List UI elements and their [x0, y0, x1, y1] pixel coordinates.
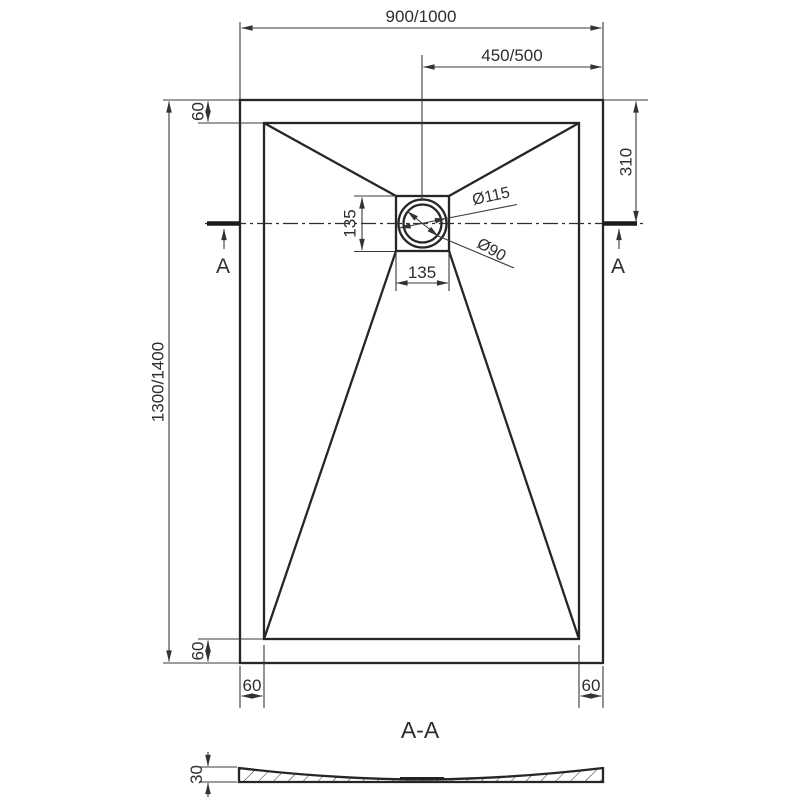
dim-rim-right: 60 [581, 676, 601, 695]
section-view [187, 717, 603, 797]
section-title: A-A [400, 717, 440, 743]
section-cut-label-right: A [610, 255, 626, 278]
dim-drain-offset: 310 [616, 147, 636, 177]
dim-drain-hole-diameter: Ø90 [473, 235, 509, 266]
dim-drain-flange-diameter: Ø115 [470, 184, 512, 209]
section-cut-label-left: A [215, 255, 231, 278]
dim-drain-square-v: 135 [340, 209, 360, 238]
section-drain-recess [400, 777, 444, 780]
dim-center-to-edge: 450/500 [481, 46, 543, 65]
dim-rim-bottom: 60 [188, 641, 208, 661]
dim-overall-length: 1300/1400 [148, 341, 168, 423]
dim-rim-top: 60 [188, 102, 208, 121]
dim-overall-width: 900/1000 [385, 7, 457, 26]
dim-tray-thickness: 30 [187, 765, 206, 784]
dim-drain-square-h: 135 [407, 263, 437, 282]
dim-rim-left: 60 [242, 676, 262, 695]
